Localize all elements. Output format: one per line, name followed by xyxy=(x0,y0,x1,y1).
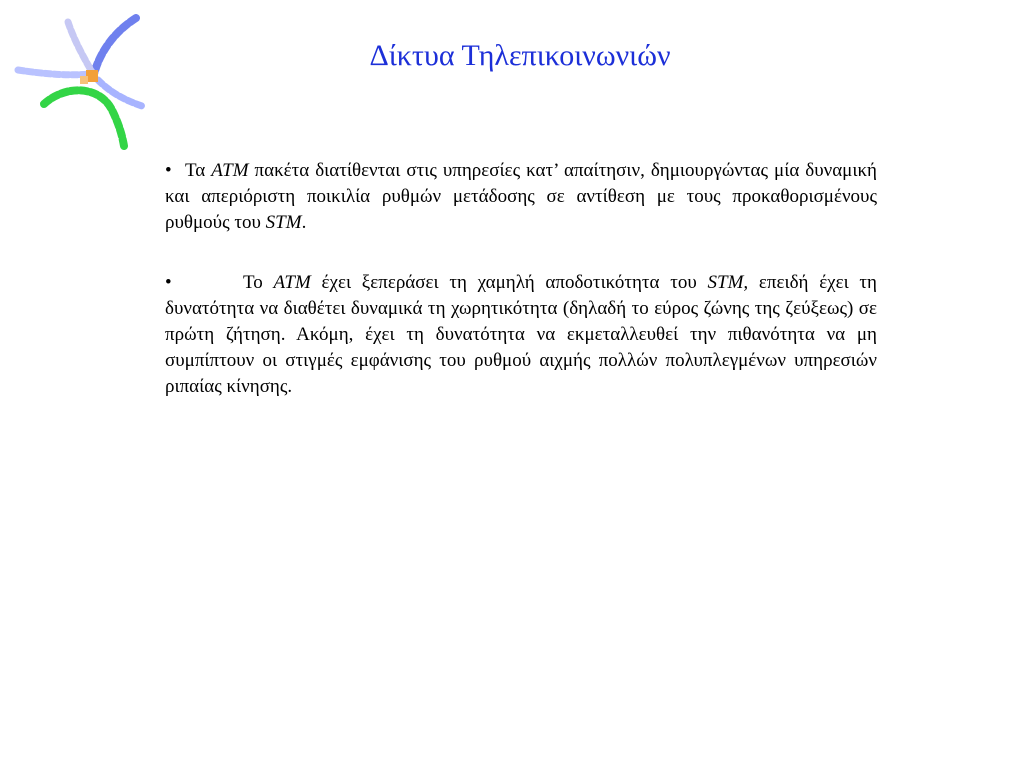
text-run: επειδή έχει τη δυνατότητα να διαθέτει δυναμικά τη χωρητικότητα (δηλαδή το εύρος ζώνης της ζεύξεως) σε πρώτη ζήτηση. Ακόμη, έχει τη δυνατότητα να εκμεταλλευθεί την πιθανότητα να μη συμπίπτουν οι στιγμές εμφάνισης του ρυθμού αιχμής πολλών πολυπλεγμένων υπηρεσιών ριπαίας κίνησης. xyxy=(165,272,877,397)
text-run: Τα xyxy=(185,160,212,181)
bullet-icon: • xyxy=(165,160,172,181)
italic-term: STM xyxy=(265,212,302,233)
text-run: . xyxy=(301,212,307,233)
slide-body xyxy=(165,158,877,434)
text-run: έχει ξεπεράσει τη χαμηλή αποδοτικότητα του xyxy=(310,272,708,293)
italic-term: ATM xyxy=(211,160,249,181)
bullet-paragraph-1 xyxy=(165,158,877,236)
bullet-icon: • xyxy=(165,272,172,293)
slide-title: Δίκτυα Τηλεπικοινωνιών xyxy=(369,39,671,72)
star-burst-logo-icon xyxy=(14,14,150,150)
text-run: πακέτα διατίθενται στις υπηρεσίες κατ’ απαίτησιν, δημιουργώντας μία δυναμική και απεριόριστη ποικιλία ρυθμών μετάδοσης σε αντίθεση με τους προκαθορισμένους ρυθμούς του xyxy=(165,160,877,233)
italic-term: ATM xyxy=(273,272,311,293)
text-run: Το xyxy=(243,272,274,293)
bullet-paragraph-2 xyxy=(165,270,877,400)
italic-term: STM, xyxy=(707,272,749,293)
